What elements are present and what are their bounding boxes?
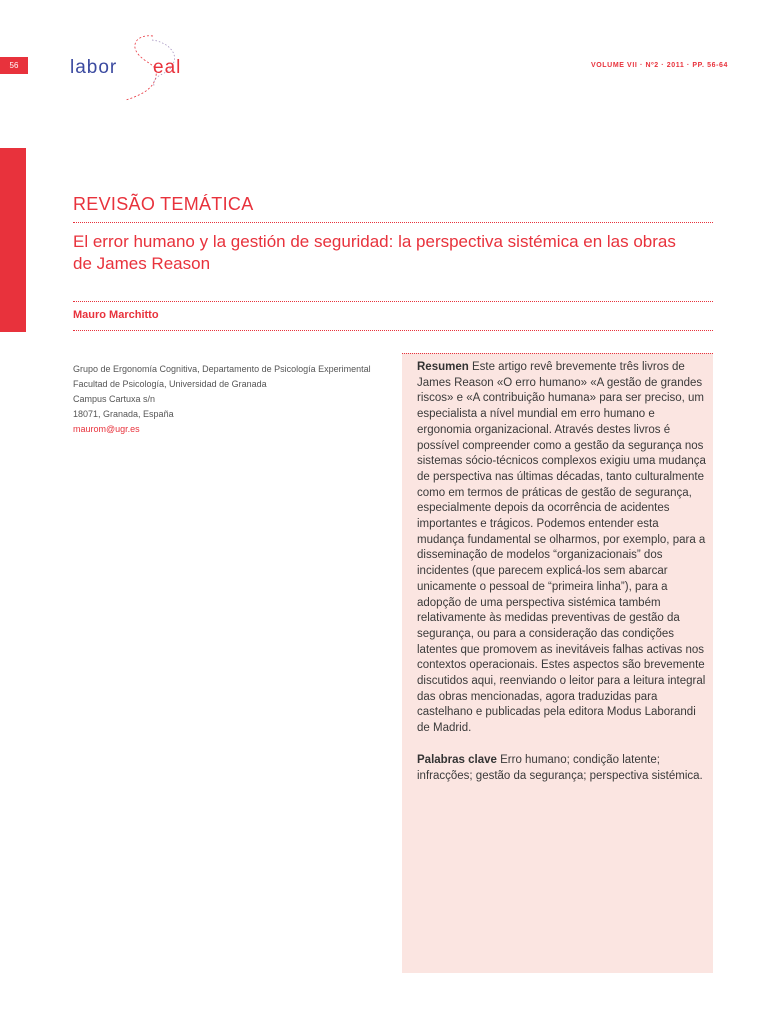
article-title: El error humano y la gestión de seguridad: la perspectiva sistémica en las obras de James Reason [73,232,676,273]
divider [73,301,713,302]
page-number: 56 [0,57,28,74]
keywords-body: Erro humano; condição latente; infracções; gestão da segurança; perspectiva sistémica. [417,753,703,782]
laboreal-logo [68,30,218,105]
section-title: REVISÃO TEMÁTICA [73,194,254,214]
affiliation-line: Facultad de Psicología, Universidad de Granada [73,379,267,389]
abstract [417,360,707,784]
author-name: Mauro Marchitto [73,309,159,321]
author-email[interactable]: maurom@ugr.es [73,424,140,434]
volume-info: VOLUME VII · Nº2 · 2011 · PP. 56-64 [590,62,728,69]
affiliation-line: Campus Cartuxa s/n [73,394,156,404]
keywords-label: Palabras clave [417,753,497,766]
author-affiliation [73,362,383,437]
abstract-paragraph [417,360,707,737]
divider [73,330,713,331]
affiliation-line: 18071, Granada, España [73,409,174,419]
abstract-label: Resumen [417,361,469,373]
svg-text:eal: eal [153,57,182,78]
abstract-body: Este artigo revê brevemente três livros de James Reason «O erro humano» «A gestão de grandes riscos» e «A contribuição humana» para ser preciso, um especialista a nível mundial em erro humano e ergonomia organizacional. Através destes livros é possível compreender como a gestão da segurança nos sistemas sócio-técnicos complexos exigiu uma mudança de perspectiva nas últimas décadas, tanto culturalmente como em termos de práticas de gestão de segurança, especialmente depois da ocorrência de acidentes importantes e trágicos. Podemos entender esta mudança fundamental se olharmos, por exemplo, para a disseminação de modelos “organizacionais” dos incidentes (que parecem explicá-los sem abarcar unicamente o pessoal de “primeira linha”), para a adopção de uma perspectiva sistémica também relativamente às medidas preventivas de gestão da segurança, ou para a consideração das condições latentes que promovem as inevitáveis falhas activas nos contextos operacionais. Estes aspectos são brevemente discutidos aqui, reenviando o leitor para a leitura integral das obras mencionadas, agora traduzidas para castelhano e publicadas pela editora Modus Laborandi de Madrid. [417,361,706,735]
keywords [417,753,707,784]
divider [73,222,713,223]
side-accent-bar [0,148,26,332]
svg-text:labor: labor [70,57,118,78]
affiliation-line: Grupo de Ergonomía Cognitiva, Departamento de Psicología Experimental [73,364,371,374]
